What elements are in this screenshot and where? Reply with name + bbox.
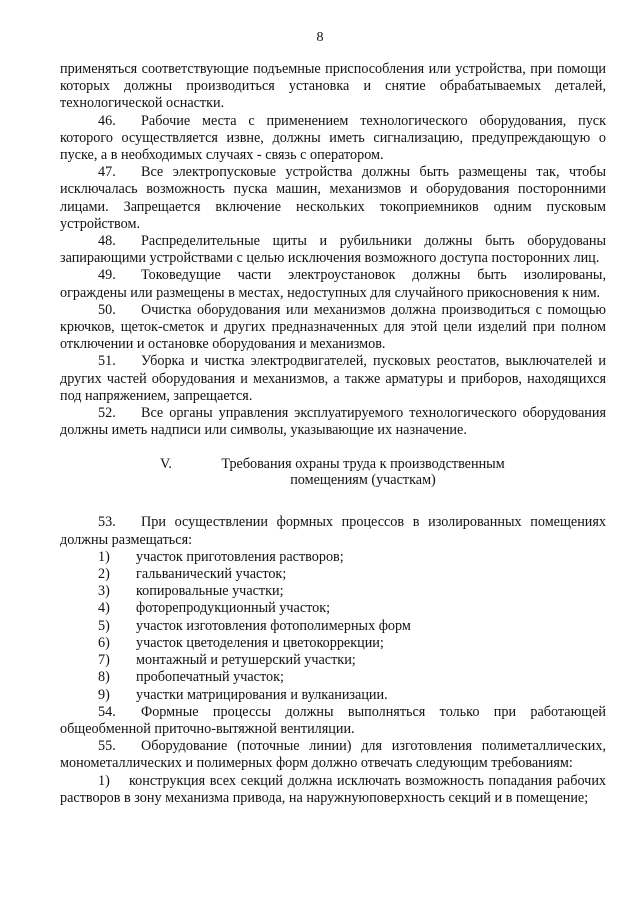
paragraph-55 [60,738,606,772]
paragraph-number: 55. [98,738,116,755]
paragraph-number: 51. [98,353,116,370]
list-number: 3) [98,583,110,600]
list-text: участки матрицирования и вулканизации. [136,686,388,703]
list-text: гальванический участок; [136,566,287,583]
paragraph-number: 48. [98,233,116,250]
list-number: 5) [98,617,110,634]
list-text: фоторепродукционный участок; [136,600,331,617]
list-number: 1) [98,548,110,565]
list-text: монтажный и ретушерский участки; [136,652,356,669]
list-number: 6) [98,634,110,651]
paragraph-text: Все электропусковые устройства должны быть размещены так, чтобы исключалась возможность пуска машин, механизмов и оборудования посторонними лицами. Запрещается включение нескольких токоприемников одним пусковым устройством. [60,164,606,232]
numbered-paragraph [60,405,606,439]
list-text: участок приготовления растворов; [136,548,344,565]
list-item [60,635,606,652]
list-item [60,583,606,600]
document-body [60,61,606,807]
list-item [60,669,606,686]
paragraph-number: 49. [98,267,116,284]
facility-list [60,549,606,704]
list-item [60,566,606,583]
paragraph-number: 52. [98,405,116,422]
list-item [60,618,606,635]
paragraph-number: 54. [98,703,116,720]
list-item [60,687,606,704]
list-text: пробопечатный участок; [136,669,284,686]
section-heading [60,456,606,488]
list-text: участок цветоделения и цветокоррекции; [136,634,384,651]
paragraph-list [60,113,606,440]
list-number: 1) [98,772,110,789]
paragraph-text: Рабочие места с применением технологического оборудования, пуск которого осуществляется извне, должны иметь сигнализацию, предупреждающую о пуске, а в необходимых случаях - связь с оператором. [60,112,606,164]
paragraph-number: 47. [98,164,116,181]
list-text: участок изготовления фотополимерных форм [136,617,411,634]
numbered-paragraph [60,353,606,405]
numbered-paragraph [60,233,606,267]
list-number: 7) [98,652,110,669]
section-number: V. [160,456,172,473]
paragraph-text: Уборка и чистка электродвигателей, пусковых реостатов, выключателей и других частей оборудования и механизмов, а также арматуры и приборов, находящихся под напряжением, запрещается. [60,353,606,404]
list-text: копировальные участки; [136,583,284,600]
numbered-paragraph [60,302,606,354]
section-title-line2: помещениям (участкам) [290,472,436,489]
numbered-paragraph [60,113,606,165]
intro-paragraph: применяться соответствующие подъемные приспособления или устройства, при помощи которых должны производиться установка и снятие обрабатываемых деталей, технологической оснастки. [60,61,606,112]
paragraph-text: Оборудование (поточные линии) для изготовления полиметаллических, монометаллических и полимерных форм должно отвечать следующим требованиям: [60,738,606,772]
section-title-line1: Требования охраны труда к производственным [221,456,505,473]
paragraph-number: 50. [98,301,116,318]
paragraph-text: Очистка оборудования или механизмов должна производиться с помощью крючков, щеток-сметок и других предназначенных для этой цели изделий при полном отключении и остановке оборудования и механизмов. [60,301,606,353]
list-number: 8) [98,669,110,686]
paragraph-54 [60,704,606,738]
paragraph-text: При осуществлении формных процессов в изолированных помещениях должны размещаться: [60,514,606,548]
page-number: 8 [316,30,324,45]
paragraph-text: Формные процессы должны выполняться только при работающей общеобменной приточно-вытяжной вентиляции. [60,703,606,737]
list-number: 4) [98,600,110,617]
list-text: конструкция всех секций должна исключать возможность попадания рабочих растворов в зону механизма привода, на наружнуюповерхность секций и в помещение; [60,772,606,806]
paragraph-text: Токоведущие части электроустановок должны быть изолированы, ограждены или размещены в местах, недоступных для случайного прикосновения к ним. [60,267,606,301]
list-number: 2) [98,566,110,583]
paragraph-number: 46. [98,112,116,129]
paragraph-text: Все органы управления эксплуатируемого технологического оборудования должны иметь надписи или символы, указывающие их назначение. [60,405,606,439]
paragraph-number: 53. [98,514,116,531]
list-item [60,652,606,669]
paragraph-53 [60,514,606,548]
paragraph-text: Распределительные щиты и рубильники должны быть оборудованы запирающими устройствами с целью исключения возможного доступа посторонних лиц. [60,233,606,267]
paragraph-55-item-1 [60,773,606,807]
list-item [60,549,606,566]
list-item [60,600,606,617]
list-number: 9) [98,686,110,703]
numbered-paragraph [60,267,606,301]
numbered-paragraph [60,164,606,233]
